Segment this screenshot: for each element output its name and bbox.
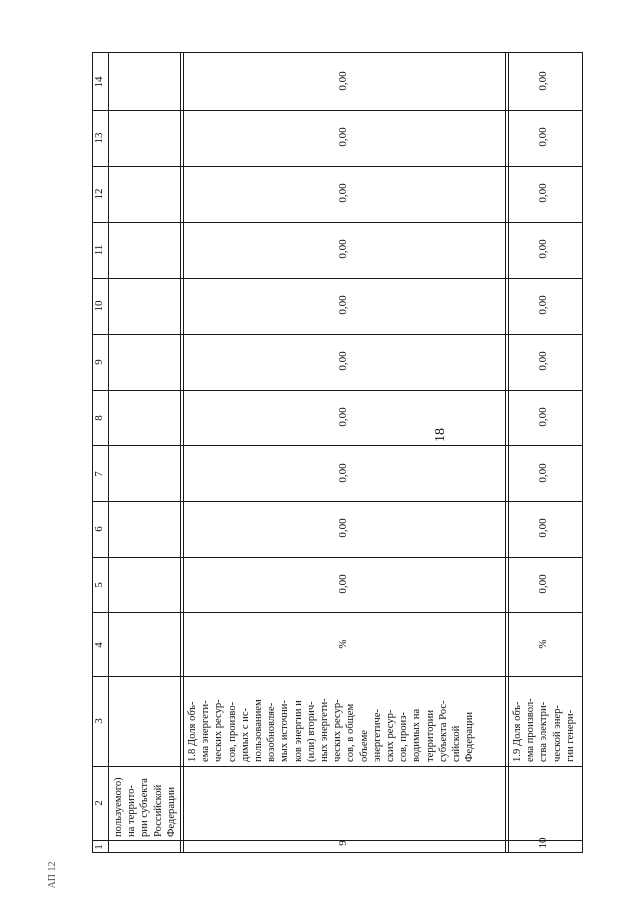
row-3-value-col6: 0,00 — [537, 518, 549, 538]
col-header-10: 10 — [93, 300, 105, 312]
col-header-2: 2 — [93, 800, 105, 806]
col-header-8: 8 — [93, 415, 105, 421]
row-2-value-col7: 0,00 — [337, 463, 349, 483]
row-3-unit: % — [537, 639, 549, 649]
row-2-value-col9: 0,00 — [337, 351, 349, 371]
row-3-value-col5: 0,00 — [537, 574, 549, 594]
row-2-value-col5: 0,00 — [337, 574, 349, 594]
col-header-1: 1 — [93, 844, 105, 850]
row-2-value-col12: 0,00 — [337, 183, 349, 203]
row-3-value-col9: 0,00 — [537, 351, 549, 371]
row-2-value-col8: 0,00 — [337, 407, 349, 427]
row-3-value-col7: 0,00 — [537, 463, 549, 483]
row-3-value-col8: 0,00 — [537, 407, 549, 427]
row-3-value-col13: 0,00 — [537, 127, 549, 147]
row-2-value-col11: 0,00 — [337, 239, 349, 259]
col-header-11: 11 — [93, 244, 105, 256]
col-header-6: 6 — [93, 526, 105, 532]
row-2-value-col13: 0,00 — [337, 127, 349, 147]
col-header-4: 4 — [93, 642, 105, 648]
row-1-indicator-text: пользуемого) на террито- рии субъекта Российской Федерации — [113, 777, 177, 837]
col-header-5: 5 — [93, 582, 105, 588]
col-header-3: 3 — [93, 718, 105, 724]
row-3-value-col14: 0,00 — [537, 71, 549, 91]
row-3-number: 10 — [537, 837, 549, 849]
page-number: 18 — [433, 428, 448, 442]
row-3-indicator-text: 1.9 Доля объ- ема произвол- ства электри- ческой энер- гии генери- — [512, 698, 576, 762]
row-2-number: 9 — [337, 840, 349, 846]
footer-mark: АП 12 — [47, 861, 58, 889]
col-header-7: 7 — [93, 471, 105, 477]
col-header-12: 12 — [93, 188, 105, 200]
col-header-13: 13 — [93, 132, 105, 144]
row-3-value-col11: 0,00 — [537, 239, 549, 259]
row-2-value-col14: 0,00 — [337, 71, 349, 91]
row-2-unit: % — [337, 639, 349, 649]
row-2-value-col6: 0,00 — [337, 518, 349, 538]
col-header-14: 14 — [93, 76, 105, 88]
row-2-indicator-text: 1.8 Доля объ- ема энергети- ческих ресур- сов, произво- димых с ис- пользованием возобновляе- мых источни- ков энергии и (или) вторич- ных энергети- ческих ресур- сов, в общем объеме энергетиче- ских ресур- сов, произ- водимых на территории субъекта Рос- сийской Федерации — [187, 698, 476, 762]
row-2-value-col10: 0,00 — [337, 295, 349, 315]
row-3-value-col10: 0,00 — [537, 295, 549, 315]
col-header-9: 9 — [93, 359, 105, 365]
row-3-value-col12: 0,00 — [537, 183, 549, 203]
